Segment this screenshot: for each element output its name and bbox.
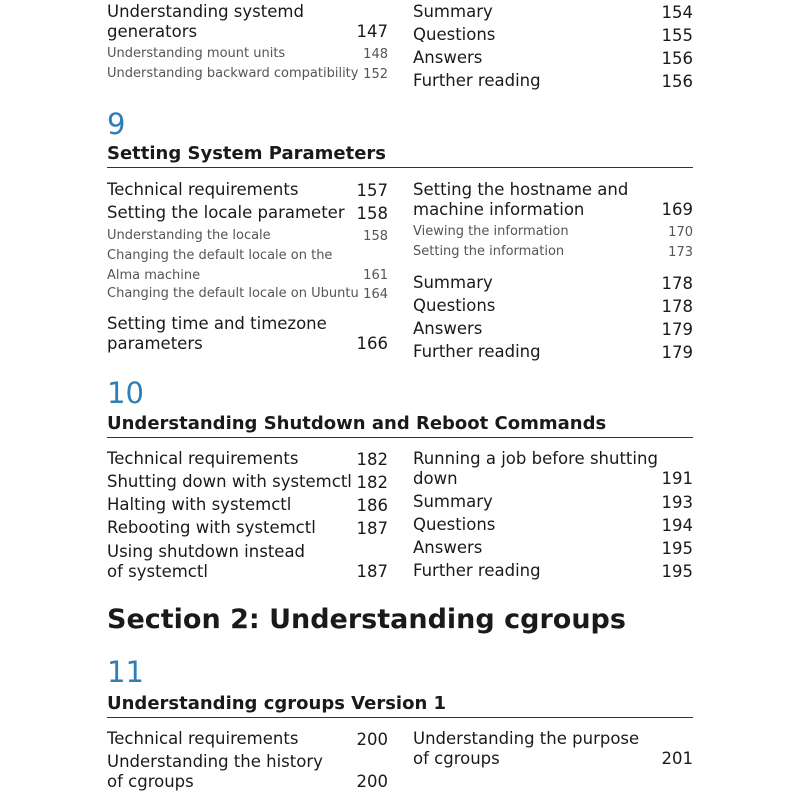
toc-entry bbox=[413, 492, 693, 512]
toc-entry-title: Halting with systemctl bbox=[107, 495, 292, 514]
toc-subentry-page: 158 bbox=[363, 228, 388, 244]
toc-entry bbox=[413, 561, 693, 581]
toc-entry-page: 193 bbox=[661, 492, 693, 512]
toc-entry-title: Summary bbox=[413, 492, 493, 511]
toc-entry-page: 157 bbox=[356, 180, 388, 200]
chapter-number: 9 bbox=[107, 107, 126, 141]
toc-subentry-page: 173 bbox=[668, 244, 693, 260]
toc-entry bbox=[107, 203, 388, 223]
toc-subentry bbox=[107, 226, 388, 246]
toc-entry-page: 158 bbox=[356, 203, 388, 223]
toc-entry bbox=[413, 25, 693, 45]
toc-entry bbox=[413, 2, 693, 22]
toc-entry bbox=[107, 314, 388, 353]
toc-entry-page: 201 bbox=[661, 748, 693, 768]
toc-entry-title: Setting time and timezone parameters bbox=[107, 314, 327, 353]
toc-entry-page: 182 bbox=[356, 449, 388, 469]
chapter-rule bbox=[107, 717, 693, 718]
toc-entry bbox=[107, 472, 388, 492]
toc-entry-title: Further reading bbox=[413, 342, 541, 361]
toc-subentry bbox=[413, 222, 693, 242]
toc-entry-title: Questions bbox=[413, 515, 496, 534]
toc-subentry-title: Understanding the locale bbox=[107, 228, 271, 243]
toc-entry-page: 178 bbox=[661, 296, 693, 316]
toc-entry bbox=[413, 319, 693, 339]
toc-entry bbox=[413, 729, 693, 768]
toc-entry-page: 191 bbox=[661, 468, 693, 488]
toc-entry-title: Understanding the purpose of cgroups bbox=[413, 729, 640, 768]
toc-subentry bbox=[107, 44, 388, 64]
toc-entry bbox=[107, 752, 388, 791]
toc-subentry-title: Viewing the information bbox=[413, 224, 569, 239]
chapter-title: Setting System Parameters bbox=[107, 143, 387, 164]
toc-subentry-page: 148 bbox=[363, 46, 388, 62]
toc-subentry-page: 161 bbox=[363, 267, 388, 283]
toc-entry-page: 178 bbox=[661, 273, 693, 293]
chapter-title: Understanding cgroups Version 1 bbox=[107, 693, 447, 714]
toc-entry bbox=[413, 48, 693, 68]
toc-entry-title: Technical requirements bbox=[107, 449, 299, 468]
toc-entry-title: Summary bbox=[413, 273, 493, 292]
toc-entry-page: 154 bbox=[661, 2, 693, 22]
toc-entry-title: Technical requirements bbox=[107, 180, 299, 199]
toc-entry bbox=[413, 538, 693, 558]
toc-entry-title: Technical requirements bbox=[107, 729, 299, 748]
toc-entry-page: 179 bbox=[661, 319, 693, 339]
toc-subentry bbox=[413, 242, 693, 262]
toc-entry-page: 187 bbox=[356, 518, 388, 538]
toc-entry bbox=[107, 180, 388, 200]
toc-entry-page: 187 bbox=[356, 561, 388, 581]
toc-entry-title: Using shutdown instead of systemctl bbox=[107, 542, 306, 581]
toc-subentry-page: 164 bbox=[363, 286, 388, 302]
toc-entry-page: 182 bbox=[356, 472, 388, 492]
toc-entry-page: 195 bbox=[661, 561, 693, 581]
toc-entry-page: 147 bbox=[356, 21, 388, 41]
toc-entry-page: 155 bbox=[661, 25, 693, 45]
toc-entry-title: Answers bbox=[413, 48, 483, 67]
toc-entry-page: 194 bbox=[661, 515, 693, 535]
toc-entry-title: Rebooting with systemctl bbox=[107, 518, 316, 537]
toc-entry-title: Setting the hostname and machine information bbox=[413, 180, 629, 219]
toc-entry-title: Shutting down with systemctl bbox=[107, 472, 352, 491]
toc-entry-page: 195 bbox=[661, 538, 693, 558]
toc-entry-page: 200 bbox=[356, 771, 388, 791]
chapter-title: Understanding Shutdown and Reboot Commands bbox=[107, 413, 607, 434]
toc-subentry-title: Changing the default locale on Ubuntu bbox=[107, 286, 359, 301]
chapter-rule bbox=[107, 437, 693, 438]
toc-entry-page: 179 bbox=[661, 342, 693, 362]
toc-entry bbox=[107, 542, 388, 581]
toc-subentry-page: 170 bbox=[668, 224, 693, 240]
toc-subentry-page: 152 bbox=[363, 66, 388, 82]
toc-subentry-title: Understanding backward compatibility bbox=[107, 66, 359, 81]
toc-entry bbox=[413, 180, 693, 219]
toc-entry bbox=[413, 342, 693, 362]
toc-subentry bbox=[107, 64, 388, 84]
toc-subentry bbox=[107, 284, 388, 304]
toc-subentry-title: Understanding mount units bbox=[107, 46, 286, 61]
toc-entry-title: Questions bbox=[413, 296, 496, 315]
toc-entry bbox=[107, 449, 388, 469]
toc-entry-title: Answers bbox=[413, 319, 483, 338]
toc-entry-page: 156 bbox=[661, 71, 693, 91]
toc-entry-title: Understanding systemd generators bbox=[107, 2, 304, 41]
toc-entry-title: Answers bbox=[413, 538, 483, 557]
toc-entry bbox=[413, 296, 693, 316]
toc-entry bbox=[413, 71, 693, 91]
toc-entry-title: Running a job before shutting down bbox=[413, 449, 658, 488]
toc-entry bbox=[107, 495, 388, 515]
toc-entry-page: 200 bbox=[356, 729, 388, 749]
section-heading: Section 2: Understanding cgroups bbox=[107, 604, 626, 635]
toc-entry-page: 156 bbox=[661, 48, 693, 68]
toc-entry-title: Further reading bbox=[413, 71, 541, 90]
toc-entry bbox=[413, 515, 693, 535]
toc-subentry-title: Changing the default locale on the Alma machine bbox=[107, 248, 333, 283]
toc-entry-title: Questions bbox=[413, 25, 496, 44]
toc-subentry-title: Setting the information bbox=[413, 244, 565, 259]
toc-entry bbox=[107, 2, 388, 41]
toc-entry bbox=[107, 518, 388, 538]
toc-entry-page: 186 bbox=[356, 495, 388, 515]
toc-entry-title: Setting the locale parameter bbox=[107, 203, 345, 222]
toc-entry bbox=[413, 273, 693, 293]
toc-entry bbox=[107, 729, 388, 749]
chapter-rule bbox=[107, 167, 693, 168]
toc-entry-page: 166 bbox=[356, 333, 388, 353]
chapter-number: 11 bbox=[107, 655, 144, 689]
toc-entry bbox=[413, 449, 693, 488]
toc-entry-page: 169 bbox=[661, 199, 693, 219]
toc-entry-title: Further reading bbox=[413, 561, 541, 580]
chapter-number: 10 bbox=[107, 376, 144, 410]
toc-subentry bbox=[107, 246, 388, 285]
toc-entry-title: Summary bbox=[413, 2, 493, 21]
toc-entry-title: Understanding the history of cgroups bbox=[107, 752, 323, 791]
